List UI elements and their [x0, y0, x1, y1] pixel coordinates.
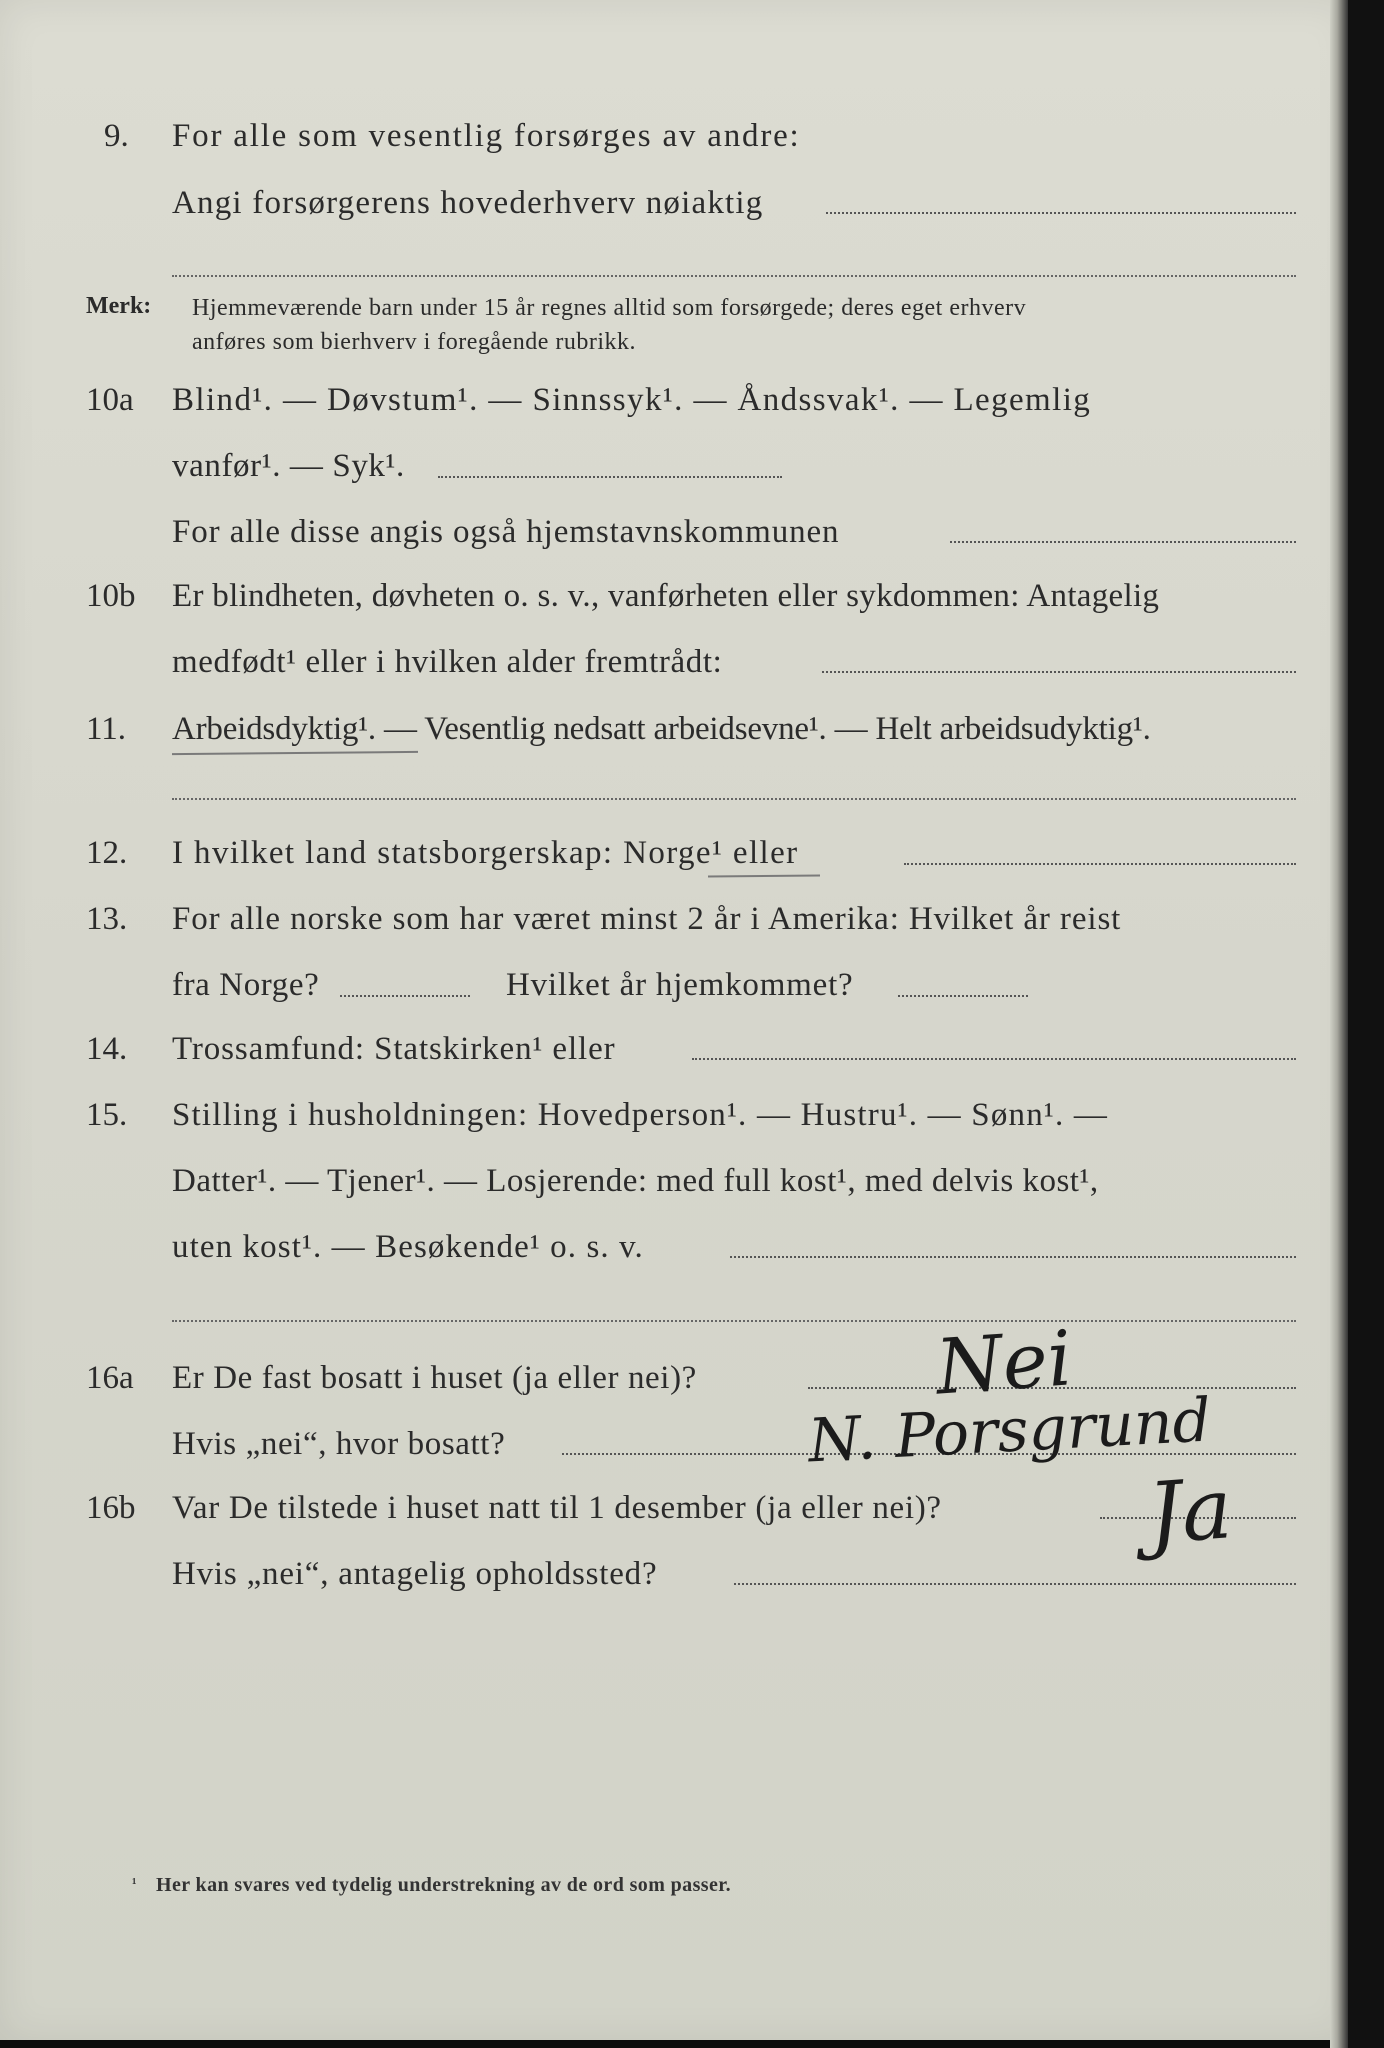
merk-label: Merk: [86, 293, 152, 319]
q16b-opholdssted-line [734, 1583, 1296, 1585]
q15-number: 15. [86, 1097, 128, 1133]
merk-line2: anføres som bierhverv i foregående rubrikk. [192, 329, 637, 355]
q11-answer-line [172, 798, 1296, 800]
q12-number: 12. [86, 835, 128, 871]
q9-answer-line [826, 212, 1296, 214]
q14-number: 14. [86, 1031, 128, 1067]
q12-answer-line [904, 863, 1296, 865]
q16b-line1: Var De tilstede i huset natt til 1 desember (ja eller nei)? [172, 1490, 942, 1526]
q13-reist-line [340, 995, 470, 997]
q11-line1: Arbeidsdyktig¹. — Vesentlig nedsatt arbeidsevne¹. — Helt arbeidsudyktig¹. [172, 711, 1151, 747]
q10b-line1: Er blindheten, døvheten o. s. v., vanførheten eller sykdommen: Antagelig [172, 578, 1160, 614]
q15-answer-line [730, 1256, 1296, 1258]
q11-number: 11. [86, 711, 127, 747]
footnote-mark: ¹ [132, 1876, 137, 1892]
q16a-line2: Hvis „nei“, hvor bosatt? [172, 1426, 506, 1462]
q15-line2: Datter¹. — Tjener¹. — Losjerende: med full kost¹, med delvis kost¹, [172, 1163, 1099, 1199]
q12-pencil-underline [708, 875, 820, 878]
q10a-line3: For alle disse angis også hjemstavnskommunen [172, 514, 840, 550]
q16b-line2: Hvis „nei“, antagelig opholdssted? [172, 1556, 658, 1592]
q16b-handwritten-answer: Ja [1144, 1459, 1236, 1563]
q16a-line1: Er De fast bosatt i huset (ja eller nei)? [172, 1360, 697, 1396]
q16b-number: 16b [86, 1490, 136, 1526]
q15-answer-line-2 [172, 1320, 1296, 1322]
q14-answer-line [692, 1058, 1296, 1060]
q10a-number: 10a [86, 382, 134, 418]
q12-line1: I hvilket land statsborgerskap: Norge¹ eller [172, 835, 799, 871]
q9-line2: Angi forsørgerens hovederhverv nøiaktig [172, 185, 764, 221]
q15-line1: Stilling i husholdningen: Hovedperson¹. — Hustru¹. — Sønn¹. — [172, 1097, 1109, 1133]
q13-line2a: fra Norge? [172, 967, 320, 1003]
q9-number: 9. [104, 118, 129, 154]
q10b-line2: medfødt¹ eller i hvilken alder fremtrådt: [172, 644, 723, 680]
q11-pencil-underline [172, 751, 418, 755]
q16a-number: 16a [86, 1360, 134, 1396]
q9-answer-line-2 [172, 275, 1296, 277]
q16a-handwritten-answer: Nei [933, 1313, 1075, 1412]
q13-line1: For alle norske som har været minst 2 år i Amerika: Hvilket år reist [172, 901, 1122, 937]
q10a-syk-line [438, 476, 782, 478]
q10a-line1: Blind¹. — Døvstum¹. — Sinnssyk¹. — Åndssvak¹. — Legemlig [172, 382, 1092, 418]
q10a-line2: vanfør¹. — Syk¹. [172, 448, 405, 484]
q9-line1: For alle som vesentlig forsørges av andre: [172, 118, 801, 154]
q10b-answer-line [822, 671, 1296, 673]
merk-line1: Hjemmeværende barn under 15 år regnes alltid som forsørgede; deres eget erhverv [192, 295, 1027, 321]
q14-line1: Trossamfund: Statskirken¹ eller [172, 1031, 616, 1067]
q13-number: 13. [86, 901, 128, 937]
footnote-text: Her kan svares ved tydelig understrekning av de ord som passer. [156, 1874, 732, 1896]
q10a-hjemstavn-line [950, 541, 1296, 543]
q10b-number: 10b [86, 578, 136, 614]
q16a-handwritten-bosatt: N. Porsgrund [806, 1385, 1213, 1477]
scan-edge [1336, 0, 1384, 2048]
q13-line2b: Hvilket år hjemkommet? [506, 967, 854, 1003]
q15-line3: uten kost¹. — Besøkende¹ o. s. v. [172, 1229, 644, 1265]
q13-hjemkommet-line [898, 995, 1028, 997]
